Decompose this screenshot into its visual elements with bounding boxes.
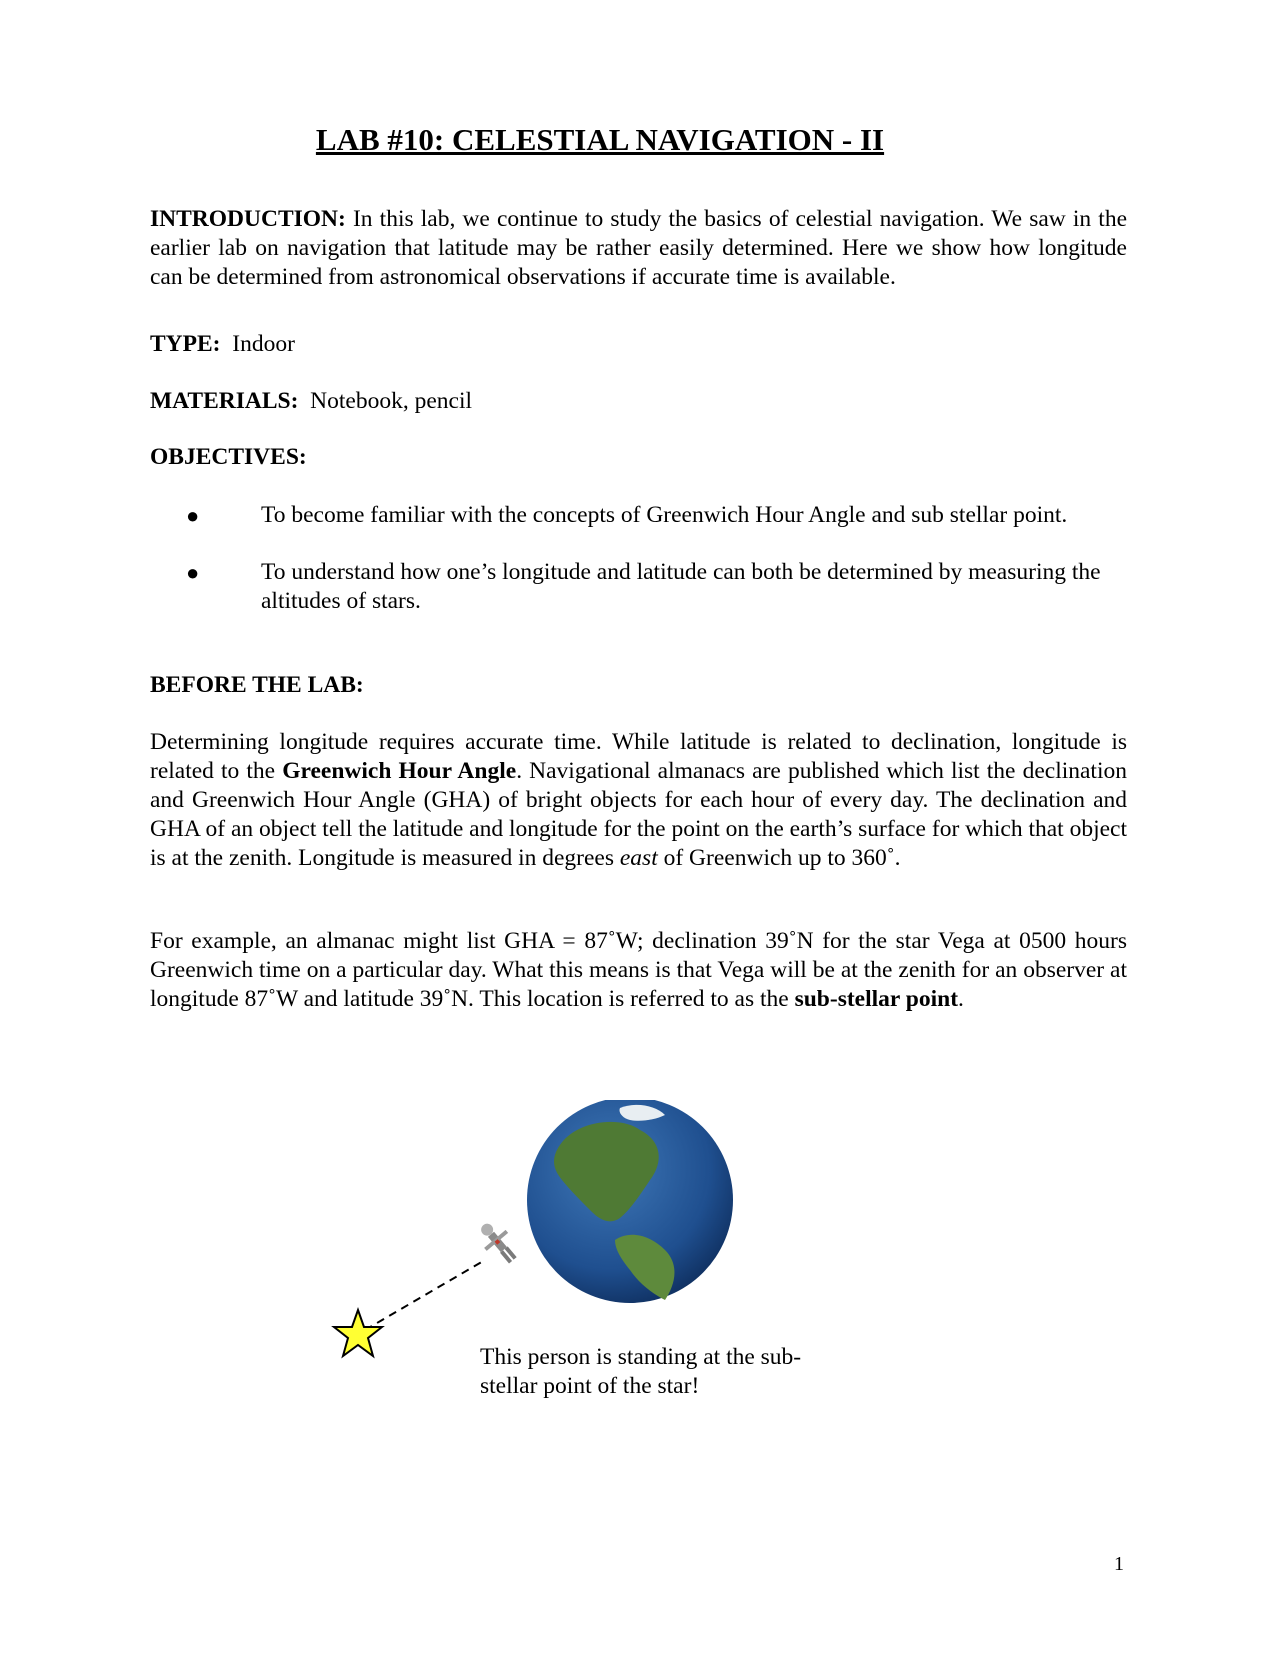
type-line (150, 330, 1127, 359)
before-lab-paragraph-1: Determining longitude requires accurate time. While latitude is related to declination, longitude is related to the Greenwich Hour Angle. Navigational almanacs are published which list the declination and Greenwich Hour Angle (GHA) of bright objects for each hour of every day. The declination and GHA of an object tell the latitude and longitude for the point on the earth’s surface for which that object is at the zenith. Longitude is measured in degrees east of Greenwich up to 360˚. (150, 729, 1127, 871)
objective-text: To understand how one’s longitude and latitude can both be determined by measuring the altitudes of stars. (261, 559, 1101, 614)
type-value: Indoor (232, 331, 295, 357)
sightline (365, 1260, 485, 1330)
figure-caption: This person is standing at the sub-stellar point of the star! (480, 1344, 802, 1399)
page-number: 1 (1114, 1553, 1124, 1575)
objectives-heading: OBJECTIVES: (150, 444, 307, 470)
earth-globe-icon (527, 1100, 733, 1303)
page-title: LAB #10: CELESTIAL NAVIGATION - II (315, 122, 885, 157)
introduction-paragraph (150, 205, 1127, 292)
star-icon (334, 1310, 382, 1356)
before-lab-paragraph-2: For example, an almanac might list GHA = 87˚W; declination 39˚N for the star Vega at 0500 hours Greenwich time on a particular day. What this means is that Vega will be at the zenith for an observer at longitude 87˚W and latitude 39˚N. This location is referred to as the sub-stellar point. (150, 928, 1127, 1012)
introduction-text: In this lab, we continue to study the basics of celestial navigation. We saw in the earlier lab on navigation that latitude may be rather easily determined. Here we show how longitude can be determined from astronomical observations if accurate time is available. (150, 206, 1127, 290)
introduction-label: INTRODUCTION: (150, 206, 346, 232)
materials-value: Notebook, pencil (310, 388, 473, 414)
materials-line (150, 387, 1127, 416)
materials-label: MATERIALS: (150, 388, 299, 414)
type-label: TYPE: (150, 331, 221, 357)
person-icon (473, 1216, 524, 1269)
objective-text: To become familiar with the concepts of Greenwich Hour Angle and sub stellar point. (261, 502, 1068, 528)
bullet-icon: ● (186, 560, 200, 585)
bullet-icon: ● (186, 503, 200, 528)
before-lab-heading: BEFORE THE LAB: (150, 672, 364, 698)
